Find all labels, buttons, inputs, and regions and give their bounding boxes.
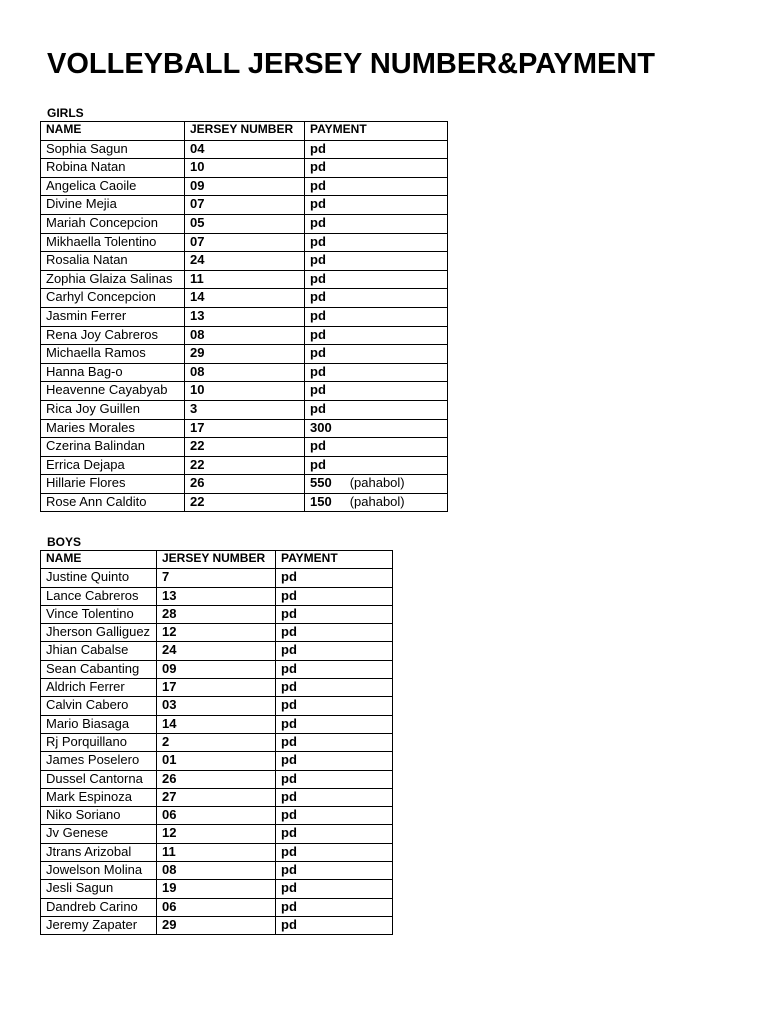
- cell-payment: [276, 697, 393, 715]
- cell-jersey-number: 26: [185, 475, 305, 494]
- cell-jersey-number: 11: [185, 270, 305, 289]
- girls-table: [40, 121, 448, 512]
- table-row: [41, 289, 448, 308]
- payment-value: pd: [281, 679, 297, 695]
- cell-payment: [276, 733, 393, 751]
- payment-value: pd: [281, 880, 297, 896]
- cell-payment: [305, 493, 448, 512]
- table-row: [41, 843, 393, 861]
- table-row: [41, 898, 393, 916]
- cell-jersey-number: 19: [157, 880, 276, 898]
- payment-note: (pahabol): [349, 493, 405, 509]
- cell-payment: [305, 326, 448, 345]
- cell-name: Rena Joy Cabreros: [41, 326, 185, 345]
- cell-jersey-number: 09: [157, 660, 276, 678]
- cell-jersey-number: 17: [185, 419, 305, 438]
- cell-jersey-number: 06: [157, 898, 276, 916]
- payment-value: pd: [310, 214, 326, 230]
- table-row: [41, 679, 393, 697]
- cell-jersey-number: 22: [185, 493, 305, 512]
- table-row: [41, 493, 448, 512]
- payment-value: pd: [310, 456, 326, 472]
- cell-payment: [276, 880, 393, 898]
- cell-jersey-number: 24: [185, 252, 305, 271]
- cell-payment: [305, 307, 448, 326]
- payment-value: pd: [281, 843, 297, 859]
- cell-payment: [276, 587, 393, 605]
- table-row: [41, 770, 393, 788]
- cell-name: Jowelson Molina: [41, 862, 157, 880]
- cell-jersey-number: 22: [185, 456, 305, 475]
- table-row: [41, 916, 393, 934]
- payment-value: pd: [310, 159, 326, 175]
- table-header-row: [41, 551, 393, 569]
- table-row: [41, 252, 448, 271]
- cell-payment: [276, 715, 393, 733]
- boys-table-body: [41, 569, 393, 935]
- cell-payment: [305, 419, 448, 438]
- cell-name: Divine Mejia: [41, 196, 185, 215]
- cell-name: Vince Tolentino: [41, 605, 157, 623]
- cell-name: Jasmin Ferrer: [41, 307, 185, 326]
- cell-jersey-number: 27: [157, 788, 276, 806]
- cell-payment: [276, 843, 393, 861]
- cell-jersey-number: 05: [185, 214, 305, 233]
- table-row: [41, 345, 448, 364]
- cell-jersey-number: 14: [185, 289, 305, 308]
- cell-name: Hillarie Flores: [41, 475, 185, 494]
- cell-payment: [305, 363, 448, 382]
- table-row: [41, 697, 393, 715]
- cell-payment: [276, 788, 393, 806]
- payment-value: 300: [310, 419, 332, 435]
- cell-name: Jherson Galliguez: [41, 624, 157, 642]
- cell-jersey-number: 08: [185, 326, 305, 345]
- cell-name: Rosalia Natan: [41, 252, 185, 271]
- payment-value: 550: [310, 475, 332, 491]
- table-row: [41, 569, 393, 587]
- table-row: [41, 587, 393, 605]
- table-row: [41, 382, 448, 401]
- cell-payment: [305, 475, 448, 494]
- cell-name: Czerina Balindan: [41, 438, 185, 457]
- cell-name: Jesli Sagun: [41, 880, 157, 898]
- table-row: [41, 214, 448, 233]
- cell-name: Rose Ann Caldito: [41, 493, 185, 512]
- table-row: [41, 400, 448, 419]
- cell-name: Angelica Caoile: [41, 177, 185, 196]
- cell-jersey-number: 08: [185, 363, 305, 382]
- cell-jersey-number: 2: [157, 733, 276, 751]
- cell-jersey-number: 22: [185, 438, 305, 457]
- cell-name: Jv Genese: [41, 825, 157, 843]
- cell-name: Errica Dejapa: [41, 456, 185, 475]
- table-row: [41, 862, 393, 880]
- cell-jersey-number: 01: [157, 752, 276, 770]
- cell-name: Lance Cabreros: [41, 587, 157, 605]
- payment-value: pd: [281, 660, 297, 676]
- cell-payment: [276, 660, 393, 678]
- cell-name: Dandreb Carino: [41, 898, 157, 916]
- table-row: [41, 475, 448, 494]
- table-row: [41, 140, 448, 159]
- cell-payment: [305, 438, 448, 457]
- cell-payment: [305, 252, 448, 271]
- cell-name: Heavenne Cayabyab: [41, 382, 185, 401]
- table-row: [41, 880, 393, 898]
- cell-name: Jeremy Zapater: [41, 916, 157, 934]
- payment-value: pd: [310, 438, 326, 454]
- payment-value: pd: [281, 770, 297, 786]
- cell-jersey-number: 26: [157, 770, 276, 788]
- cell-payment: [305, 400, 448, 419]
- cell-payment: [305, 196, 448, 215]
- table-row: [41, 233, 448, 252]
- cell-name: Sean Cabanting: [41, 660, 157, 678]
- boys-section-label: BOYS: [47, 535, 82, 549]
- payment-value: pd: [281, 807, 297, 823]
- cell-payment: [276, 770, 393, 788]
- cell-name: Hanna Bag-o: [41, 363, 185, 382]
- column-header-jersey-number: JERSEY NUMBER: [157, 551, 276, 569]
- table-row: [41, 456, 448, 475]
- girls-section-label: GIRLS: [47, 106, 84, 120]
- table-row: [41, 307, 448, 326]
- cell-name: Jtrans Arizobal: [41, 843, 157, 861]
- cell-name: Robina Natan: [41, 159, 185, 178]
- payment-value: pd: [310, 140, 326, 156]
- column-header-name: NAME: [41, 551, 157, 569]
- cell-name: Mikhaella Tolentino: [41, 233, 185, 252]
- cell-jersey-number: 09: [185, 177, 305, 196]
- column-header-jersey-number: JERSEY NUMBER: [185, 122, 305, 141]
- table-row: [41, 177, 448, 196]
- payment-value: pd: [281, 788, 297, 804]
- payment-value: pd: [310, 400, 326, 416]
- payment-value: pd: [281, 898, 297, 914]
- cell-jersey-number: 29: [157, 916, 276, 934]
- table-header-row: [41, 122, 448, 141]
- cell-name: Calvin Cabero: [41, 697, 157, 715]
- boys-table: [40, 550, 393, 935]
- cell-jersey-number: 08: [157, 862, 276, 880]
- payment-value: pd: [310, 307, 326, 323]
- table-row: [41, 363, 448, 382]
- payment-value: pd: [281, 825, 297, 841]
- cell-name: Rica Joy Guillen: [41, 400, 185, 419]
- cell-name: Mark Espinoza: [41, 788, 157, 806]
- cell-jersey-number: 10: [185, 159, 305, 178]
- cell-payment: [276, 898, 393, 916]
- payment-value: pd: [281, 624, 297, 640]
- cell-payment: [305, 270, 448, 289]
- cell-jersey-number: 13: [185, 307, 305, 326]
- payment-value: pd: [310, 196, 326, 212]
- payment-value: pd: [310, 382, 326, 398]
- payment-value: pd: [281, 587, 297, 603]
- cell-payment: [276, 916, 393, 934]
- table-row: [41, 807, 393, 825]
- cell-jersey-number: 29: [185, 345, 305, 364]
- payment-value: pd: [281, 605, 297, 621]
- cell-payment: [305, 159, 448, 178]
- payment-value: pd: [281, 715, 297, 731]
- cell-payment: [305, 214, 448, 233]
- cell-payment: [276, 807, 393, 825]
- table-row: [41, 438, 448, 457]
- cell-jersey-number: 12: [157, 624, 276, 642]
- page-title: VOLLEYBALL JERSEY NUMBER&PAYMENT: [47, 48, 656, 80]
- cell-jersey-number: 13: [157, 587, 276, 605]
- column-header-payment: PAYMENT: [305, 122, 448, 141]
- table-row: [41, 642, 393, 660]
- cell-payment: [276, 752, 393, 770]
- cell-payment: [305, 233, 448, 252]
- payment-value: pd: [281, 916, 297, 932]
- column-header-name: NAME: [41, 122, 185, 141]
- cell-name: Justine Quinto: [41, 569, 157, 587]
- cell-name: Maries Morales: [41, 419, 185, 438]
- table-row: [41, 825, 393, 843]
- cell-payment: [305, 456, 448, 475]
- payment-value: pd: [310, 270, 326, 286]
- payment-value: pd: [281, 752, 297, 768]
- table-row: [41, 605, 393, 623]
- cell-payment: [305, 140, 448, 159]
- cell-name: Carhyl Concepcion: [41, 289, 185, 308]
- cell-name: Zophia Glaiza Salinas: [41, 270, 185, 289]
- cell-jersey-number: 28: [157, 605, 276, 623]
- column-header-payment: PAYMENT: [276, 551, 393, 569]
- cell-jersey-number: 10: [185, 382, 305, 401]
- cell-payment: [305, 382, 448, 401]
- table-row: [41, 715, 393, 733]
- cell-payment: [305, 177, 448, 196]
- cell-jersey-number: 07: [185, 233, 305, 252]
- cell-jersey-number: 07: [185, 196, 305, 215]
- cell-payment: [276, 624, 393, 642]
- payment-value: pd: [281, 862, 297, 878]
- cell-jersey-number: 3: [185, 400, 305, 419]
- cell-jersey-number: 24: [157, 642, 276, 660]
- cell-payment: [276, 862, 393, 880]
- table-row: [41, 752, 393, 770]
- cell-name: Rj Porquillano: [41, 733, 157, 751]
- payment-value: pd: [310, 252, 326, 268]
- payment-value: pd: [281, 733, 297, 749]
- girls-table-body: [41, 140, 448, 512]
- payment-value: pd: [310, 345, 326, 361]
- cell-name: Sophia Sagun: [41, 140, 185, 159]
- payment-value: pd: [310, 326, 326, 342]
- payment-value: pd: [310, 233, 326, 249]
- table-row: [41, 624, 393, 642]
- table-row: [41, 419, 448, 438]
- cell-name: Niko Soriano: [41, 807, 157, 825]
- payment-value: pd: [281, 642, 297, 658]
- cell-name: Aldrich Ferrer: [41, 679, 157, 697]
- cell-jersey-number: 06: [157, 807, 276, 825]
- payment-value: pd: [281, 569, 297, 585]
- payment-value: pd: [310, 363, 326, 379]
- table-row: [41, 196, 448, 215]
- cell-name: James Poselero: [41, 752, 157, 770]
- payment-note: (pahabol): [349, 475, 405, 491]
- table-row: [41, 660, 393, 678]
- cell-jersey-number: 11: [157, 843, 276, 861]
- cell-name: Jhian Cabalse: [41, 642, 157, 660]
- table-row: [41, 159, 448, 178]
- payment-value: 150: [310, 493, 332, 509]
- cell-jersey-number: 7: [157, 569, 276, 587]
- cell-jersey-number: 12: [157, 825, 276, 843]
- cell-name: Dussel Cantorna: [41, 770, 157, 788]
- table-row: [41, 733, 393, 751]
- cell-payment: [305, 345, 448, 364]
- cell-name: Mariah Concepcion: [41, 214, 185, 233]
- cell-jersey-number: 04: [185, 140, 305, 159]
- cell-payment: [276, 569, 393, 587]
- table-row: [41, 270, 448, 289]
- cell-jersey-number: 14: [157, 715, 276, 733]
- payment-value: pd: [281, 697, 297, 713]
- cell-jersey-number: 03: [157, 697, 276, 715]
- cell-payment: [305, 289, 448, 308]
- cell-name: Mario Biasaga: [41, 715, 157, 733]
- cell-payment: [276, 679, 393, 697]
- table-row: [41, 326, 448, 345]
- cell-payment: [276, 825, 393, 843]
- payment-value: pd: [310, 289, 326, 305]
- cell-payment: [276, 605, 393, 623]
- table-row: [41, 788, 393, 806]
- payment-value: pd: [310, 177, 326, 193]
- cell-name: Michaella Ramos: [41, 345, 185, 364]
- cell-payment: [276, 642, 393, 660]
- cell-jersey-number: 17: [157, 679, 276, 697]
